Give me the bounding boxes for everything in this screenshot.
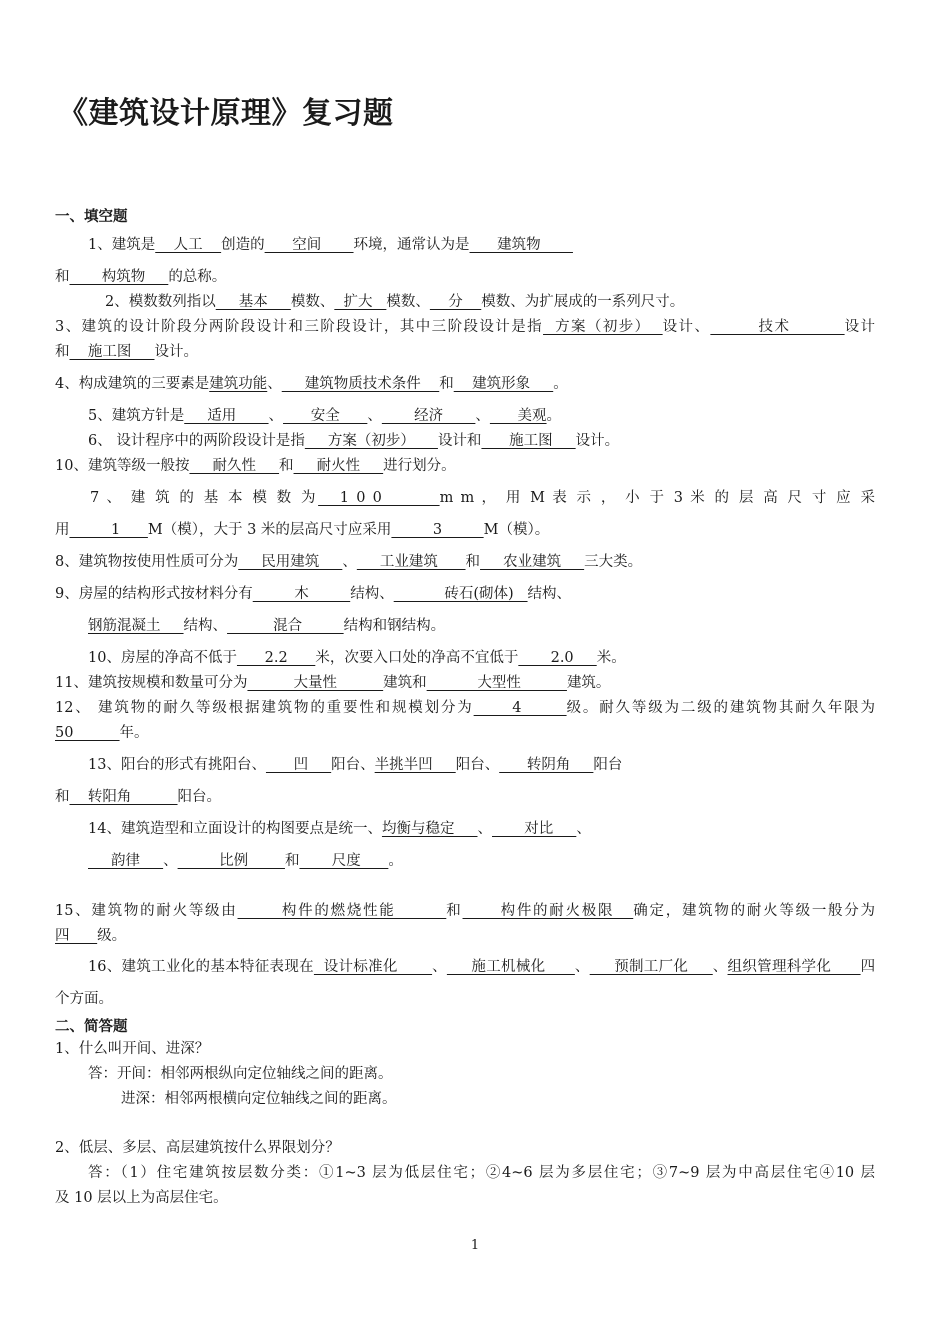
question-3-line: 3、建筑的设计阶段分两阶段设计和三阶段设计，其中三阶段设计是指 方案（初步） 设计、 技术 设计 bbox=[55, 319, 876, 335]
short-answer-1-line-2: 进深：相邻两根横向定位轴线之间的距离。 bbox=[121, 1091, 397, 1107]
short-answer-1-line-1: 答：开间：相邻两根纵向定位轴线之间的距离。 bbox=[88, 1066, 393, 1082]
answer-blank: 混合 bbox=[227, 618, 344, 634]
answer-blank: 韵律 bbox=[88, 853, 164, 869]
answer-blank: 四 bbox=[55, 928, 98, 944]
answer-blank: 分 bbox=[429, 294, 482, 310]
answer-blank: 建筑物 bbox=[469, 237, 573, 253]
answer-blank: 耐久性 bbox=[189, 458, 280, 474]
answer-blank: 施工图 bbox=[481, 433, 576, 449]
question-13-line: 13、阳台的形式有挑阳台、 凹 阳台、半挑半凹 阳台、 转阴角 阳台 bbox=[88, 757, 623, 773]
answer-blank: 2.0 bbox=[518, 650, 597, 666]
answer-blank: 美观 bbox=[489, 408, 547, 424]
answer-blank: 4 bbox=[473, 700, 567, 716]
answer-blank: 1 bbox=[69, 522, 148, 538]
question-15-line: 15、建筑物的耐火等级由 构件的燃烧性能 和 构件的耐火极限 确定，建筑物的耐火等级一般分为 bbox=[55, 903, 876, 919]
answer-blank: 预制工厂化 bbox=[589, 959, 713, 975]
answer-blank: 技术 bbox=[710, 319, 845, 335]
answer-blank: 对比 bbox=[492, 821, 577, 837]
answer-blank: 半挑半凹 bbox=[374, 757, 456, 773]
answer-blank: 设计标准化 bbox=[313, 959, 433, 975]
answer-blank: 农业建筑 bbox=[480, 554, 585, 570]
section-heading-fill-blanks: 一、填空题 bbox=[55, 209, 128, 225]
answer-blank: 方案（初步） bbox=[543, 319, 663, 335]
answer-blank: 大量性 bbox=[247, 675, 384, 691]
answer-blank: 2.2 bbox=[236, 650, 316, 666]
question-2-line: 2、模数数列指以 基本 模数、 扩大 模数、 分 模数、为扩展成的一系列尺寸。 bbox=[105, 294, 685, 310]
page-title: 《建筑设计原理》复习题 bbox=[58, 96, 394, 131]
answer-blank: 空间 bbox=[264, 237, 354, 253]
answer-blank: 适用 bbox=[184, 408, 269, 424]
answer-blank: 经济 bbox=[381, 408, 476, 424]
question-3-line-continued: 和 施工图 设计。 bbox=[55, 344, 198, 360]
answer-blank: 1 0 0 bbox=[318, 490, 440, 506]
answer-blank: 民用建筑 bbox=[238, 554, 343, 570]
answer-blank: 比例 bbox=[177, 853, 285, 869]
question-15-line-continued: 四 级。 bbox=[55, 928, 127, 944]
question-4-line: 4、构成建筑的三要素是建筑功能、 建筑物质技术条件 和 建筑形象 。 bbox=[55, 376, 568, 392]
question-12-line-continued: 50 年。 bbox=[55, 725, 149, 741]
answer-blank: 建筑物质技术条件 bbox=[281, 376, 440, 392]
answer-blank: 转阳角 bbox=[69, 789, 178, 805]
short-question-1: 1、什么叫开间、进深？ bbox=[55, 1041, 210, 1057]
answer-blank: 大型性 bbox=[426, 675, 567, 691]
question-8-line: 8、建筑物按使用性质可分为 民用建筑 、 工业建筑 和 农业建筑 三大类。 bbox=[55, 554, 643, 570]
question-13-line-continued: 和 转阳角 阳台。 bbox=[55, 789, 222, 805]
question-10b-line: 10、房屋的净高不低于 2.2 米，次要入口处的净高不宜低于 2.0 米。 bbox=[88, 650, 626, 666]
question-1-line: 1、建筑是 人工 创造的 空间 环境，通常认为是 建筑物 bbox=[88, 237, 573, 253]
question-1-line-continued: 和 构筑物 的总称。 bbox=[55, 269, 227, 285]
answer-blank: 组织管理科学化 bbox=[727, 959, 861, 975]
question-16-line-continued: 个方面。 bbox=[55, 991, 113, 1007]
answer-blank: 尺度 bbox=[299, 853, 389, 869]
answer-blank: 转阴角 bbox=[499, 757, 594, 773]
answer-blank: 基本 bbox=[215, 294, 291, 310]
answer-blank: 方案（初步） bbox=[304, 433, 438, 449]
answer-blank: 施工图 bbox=[69, 344, 155, 360]
answer-blank: 构件的耐火极限 bbox=[462, 903, 634, 919]
answer-blank: 凹 bbox=[265, 757, 332, 773]
answer-blank: 50 bbox=[55, 725, 120, 741]
answer-blank: 建筑形象 bbox=[453, 376, 554, 392]
answer-blank: 扩大 bbox=[334, 294, 387, 310]
question-9-line: 9、房屋的结构形式按材料分有 木 结构、 砖石(砌体) 结构、 bbox=[55, 586, 572, 602]
answer-blank: 均衡与稳定 bbox=[381, 821, 478, 837]
question-5-line: 5、建筑方针是 适用 、 安全 、 经济 、 美观。 bbox=[88, 408, 562, 424]
answer-blank: 3 bbox=[391, 522, 484, 538]
answer-blank: 木 bbox=[252, 586, 351, 602]
section-heading-short-answer: 二、简答题 bbox=[55, 1019, 128, 1035]
question-16-line: 16、建筑工业化的基本特征表现在 设计标准化 、 施工机械化 、 预制工厂化 、组织管理科学化 四 bbox=[88, 959, 876, 975]
question-12-line: 12、 建筑物的耐久等级根据建筑物的重要性和规模划分为 4 级。耐久等级为二级的建筑物其耐久年限为 bbox=[55, 700, 875, 716]
short-answer-2-line-2: 及 10 层以上为高层住宅。 bbox=[55, 1190, 228, 1206]
answer-blank: 施工机械化 bbox=[446, 959, 575, 975]
question-11-line: 11、建筑按规模和数量可分为 大量性 建筑和 大型性 建筑。 bbox=[55, 675, 611, 691]
answer-blank: 砖石(砌体) bbox=[393, 586, 528, 602]
page-number: 1 bbox=[470, 1238, 480, 1253]
answer-blank: 工业建筑 bbox=[356, 554, 466, 570]
answer-blank: 钢筋混凝土 bbox=[88, 618, 184, 634]
question-6-line: 6、 设计程序中的两阶段设计是指 方案（初步） 设计和 施工图 设计。 bbox=[88, 433, 620, 449]
answer-blank: 耐火性 bbox=[293, 458, 384, 474]
question-7-line: 7 、 建 筑 的 基 本 模 数 为 1 0 0 m m ， 用 M 表 示 ， 小 于 3 米 的 层 高 尺 寸 应 采 bbox=[90, 490, 875, 506]
short-question-2: 2、低层、多层、高层建筑按什么界限划分？ bbox=[55, 1140, 340, 1156]
question-10-line: 10、建筑等级一般按 耐久性 和 耐火性 进行划分。 bbox=[55, 458, 456, 474]
answer-blank: 构件的燃烧性能 bbox=[237, 903, 447, 919]
short-answer-2-line-1: 答：（1）住宅建筑按层数分类：①1~3 层为低层住宅；②4~6 层为多层住宅；③7~9 层为中高层住宅④10 层 bbox=[88, 1165, 875, 1181]
answer-blank: 人工 bbox=[155, 237, 222, 253]
question-14-line-continued: 韵律 、 比例 和 尺度 。 bbox=[88, 853, 403, 869]
answer-blank: 安全 bbox=[283, 408, 368, 424]
question-7-line-continued: 用 1 M（模），大于 3 米的层高尺寸应采用 3 M（模）。 bbox=[55, 522, 550, 538]
question-14-line: 14、建筑造型和立面设计的构图要点是统一、均衡与稳定 、 对比 、 bbox=[88, 821, 591, 837]
answer-blank: 构筑物 bbox=[69, 269, 169, 285]
question-9-line-continued: 钢筋混凝土 结构、 混合 结构和钢结构。 bbox=[88, 618, 446, 634]
answer-blank: 建筑功能 bbox=[209, 376, 268, 392]
